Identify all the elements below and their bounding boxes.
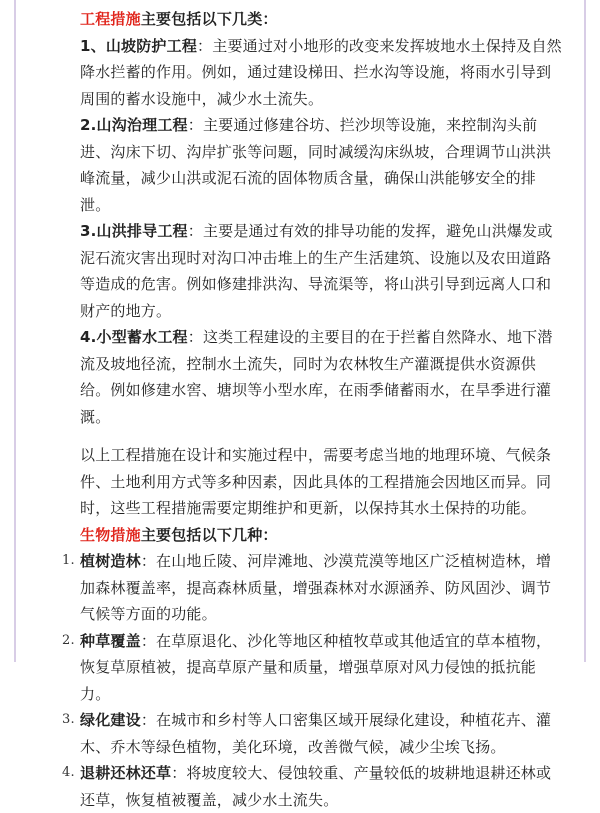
biological-item-sep: ： [140, 552, 157, 570]
paragraph-gap [80, 430, 564, 442]
page-border-right [584, 0, 586, 662]
engineering-heading-highlight: 工程措施 [80, 10, 141, 28]
biological-item-title: 种草覆盖 [80, 631, 141, 650]
engineering-item-1 [80, 33, 564, 113]
engineering-item-text: 主要通过修建谷坊、拦沙坝等设施，来控制沟头前进、沟床下切、沟岸扩张等问题，同时减缓沟床纵坡，合理调节山洪洪峰流量，减少山洪或泥石流的固体物质含量，确保山洪能够安全的排泄。 [80, 116, 552, 214]
engineering-summary: 以上工程措施在设计和实施过程中，需要考虑当地的地理环境、气候条件、土地利用方式等多种因素，因此具体的工程措施会因地区而异。同时，这些工程措施需要定期维护和更新，以保持其水土保持的功能。 [80, 446, 552, 517]
engineering-item-sep: ： [187, 116, 203, 134]
biological-heading [80, 522, 564, 549]
engineering-item-text: 主要是通过有效的排导功能的发挥，避免山洪爆发或泥石流灾害出现时对沟口冲击堆上的生产生活建筑、设施以及农田道路等造成的危害。例如修建排洪沟、导流渠等，将山洪引导到远离人口和财产的地方。 [80, 222, 553, 320]
biological-item-title: 绿化建设 [80, 711, 141, 729]
biological-item-4 [62, 760, 564, 813]
engineering-item-3 [80, 218, 564, 324]
biological-item-sep: ： [171, 764, 187, 782]
engineering-item-sep: ： [197, 36, 213, 55]
article-body [62, 6, 564, 813]
list-number: 2. [62, 632, 75, 648]
biological-item-text: 在城市和乡村等人口密集区域开展绿化建设，种植花卉、灌木、乔木等绿色植物，美化环境，改善微气候，减少尘埃飞扬。 [80, 711, 552, 756]
engineering-item-title: 3.山洪排导工程 [80, 222, 188, 240]
engineering-item-title: 1、山坡防护工程 [80, 36, 198, 55]
engineering-item-title: 4.小型蓄水工程 [80, 328, 188, 346]
biological-item-title: 退耕还林还草 [80, 764, 172, 782]
biological-item-2 [62, 628, 564, 708]
list-number: 3. [62, 712, 75, 727]
engineering-heading [80, 6, 564, 33]
biological-item-sep: ： [140, 631, 157, 650]
biological-item-title: 植树造林 [80, 552, 141, 570]
engineering-item-text: 这类工程建设的主要目的在于拦蓄自然降水、地下潜流及坡地径流，控制水土流失，同时为农林牧生产灌溉提供水资源供给。例如修建水窖、塘坝等小型水库，在雨季储蓄雨水，在旱季进行灌溉。 [80, 328, 553, 426]
engineering-item-sep: ： [187, 222, 203, 240]
biological-list [62, 548, 564, 813]
biological-item-text: 在山地丘陵、河岸滩地、沙漠荒漠等地区广泛植树造林，增加森林覆盖率，提高森林质量，增强森林对水源涵养、防风固沙、调节气候等方面的功能。 [80, 552, 552, 623]
engineering-item-text: 主要通过对小地形的改变来发挥坡地水土保持及自然降水拦蓄的作用。例如，通过建设梯田、拦水沟等设施，将雨水引导到周围的蓄水设施中，减少水土流失。 [80, 36, 562, 108]
list-number: 4. [62, 765, 75, 780]
biological-heading-highlight: 生物措施 [80, 525, 141, 544]
biological-item-3 [62, 707, 564, 760]
engineering-item-title: 2.山沟治理工程 [80, 116, 188, 134]
engineering-heading-rest: 主要包括以下几类： [140, 10, 278, 28]
engineering-item-sep: ： [187, 328, 203, 346]
list-number: 1. [62, 553, 75, 568]
biological-item-1 [62, 548, 564, 628]
engineering-item-4 [80, 324, 564, 430]
biological-heading-rest: 主要包括以下几种： [140, 525, 278, 544]
biological-item-text: 将坡度较大、侵蚀较重、产量较低的坡耕地退耕还林或还草，恢复植被覆盖，减少水土流失。 [80, 764, 552, 809]
biological-item-sep: ： [140, 711, 157, 729]
biological-item-text: 在草原退化、沙化等地区种植牧草或其他适宜的草本植物，恢复草原植被，提高草原产量和质量，增强草原对风力侵蚀的抵抗能力。 [80, 631, 552, 703]
engineering-item-2 [80, 112, 564, 218]
page-border-left [14, 0, 16, 662]
